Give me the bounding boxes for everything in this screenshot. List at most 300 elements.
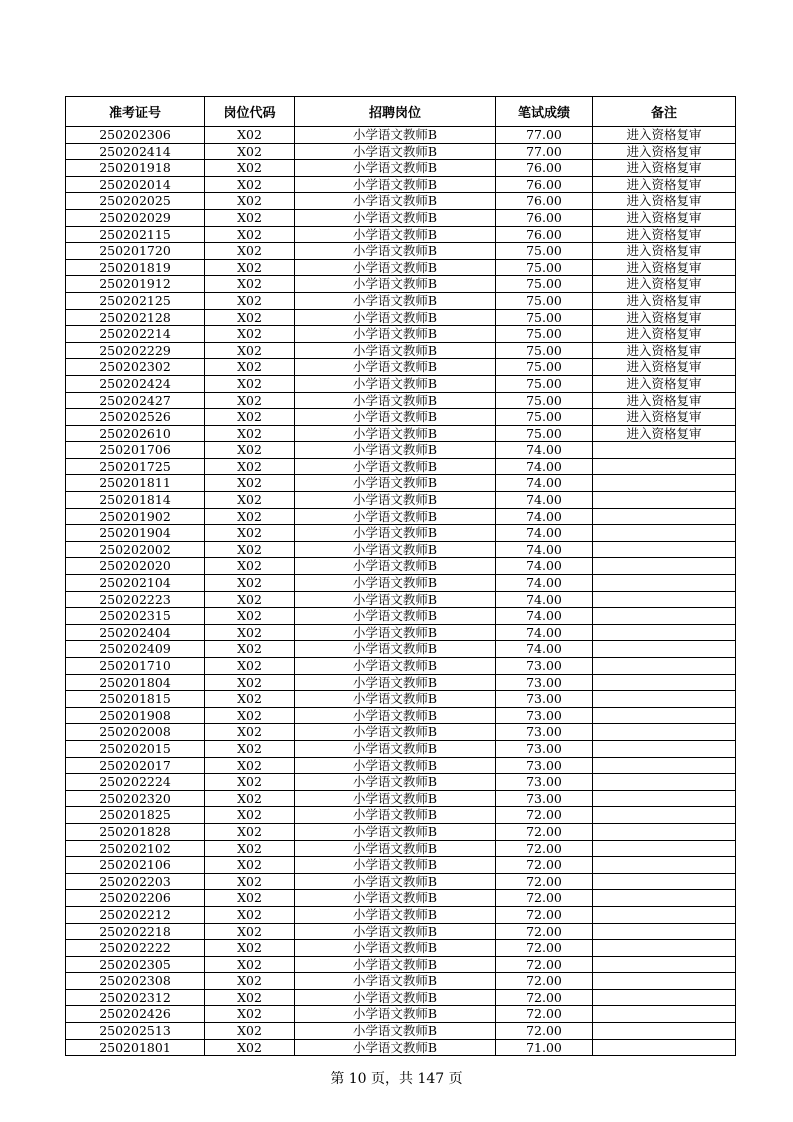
cell-position-code: X02 <box>205 541 295 558</box>
cell-written-score: 75.00 <box>496 259 593 276</box>
cell-remarks <box>593 940 736 957</box>
cell-remarks <box>593 442 736 459</box>
cell-position-code: X02 <box>205 276 295 293</box>
table-row <box>66 193 736 210</box>
cell-remarks <box>593 1006 736 1023</box>
cell-remarks <box>593 707 736 724</box>
cell-recruitment-position: 小学语文教师B <box>295 724 496 741</box>
cell-remarks <box>593 641 736 658</box>
cell-written-score: 74.00 <box>496 624 593 641</box>
cell-exam-number: 250201819 <box>66 259 205 276</box>
cell-recruitment-position: 小学语文教师B <box>295 923 496 940</box>
table-row <box>66 591 736 608</box>
cell-exam-number: 250202020 <box>66 558 205 575</box>
header-position-code: 岗位代码 <box>205 97 295 127</box>
cell-exam-number: 250202320 <box>66 790 205 807</box>
table-row <box>66 1023 736 1040</box>
cell-recruitment-position: 小学语文教师B <box>295 823 496 840</box>
table-row <box>66 956 736 973</box>
cell-recruitment-position: 小学语文教师B <box>295 226 496 243</box>
cell-exam-number: 250202008 <box>66 724 205 741</box>
table-row <box>66 425 736 442</box>
header-remarks: 备注 <box>593 97 736 127</box>
cell-recruitment-position: 小学语文教师B <box>295 127 496 144</box>
cell-remarks: 进入资格复审 <box>593 127 736 144</box>
cell-recruitment-position: 小学语文教师B <box>295 425 496 442</box>
cell-exam-number: 250202414 <box>66 143 205 160</box>
cell-written-score: 74.00 <box>496 492 593 509</box>
cell-recruitment-position: 小学语文教师B <box>295 624 496 641</box>
cell-exam-number: 250202222 <box>66 940 205 957</box>
table-row <box>66 492 736 509</box>
table-row <box>66 757 736 774</box>
table-row <box>66 906 736 923</box>
cell-exam-number: 250202106 <box>66 857 205 874</box>
cell-remarks <box>593 873 736 890</box>
cell-position-code: X02 <box>205 442 295 459</box>
cell-position-code: X02 <box>205 1023 295 1040</box>
cell-exam-number: 250201912 <box>66 276 205 293</box>
cell-recruitment-position: 小学语文教师B <box>295 475 496 492</box>
cell-position-code: X02 <box>205 658 295 675</box>
cell-written-score: 75.00 <box>496 425 593 442</box>
table-row <box>66 707 736 724</box>
cell-recruitment-position: 小学语文教师B <box>295 890 496 907</box>
cell-written-score: 76.00 <box>496 160 593 177</box>
cell-recruitment-position: 小学语文教师B <box>295 674 496 691</box>
page-footer: 第 10 页，共 147 页 <box>330 1071 463 1087</box>
cell-position-code: X02 <box>205 309 295 326</box>
cell-written-score: 72.00 <box>496 940 593 957</box>
cell-recruitment-position: 小学语文教师B <box>295 757 496 774</box>
cell-position-code: X02 <box>205 906 295 923</box>
cell-exam-number: 250201828 <box>66 823 205 840</box>
cell-remarks: 进入资格复审 <box>593 276 736 293</box>
cell-recruitment-position: 小学语文教师B <box>295 492 496 509</box>
table-row <box>66 342 736 359</box>
cell-recruitment-position: 小学语文教师B <box>295 658 496 675</box>
cell-written-score: 75.00 <box>496 326 593 343</box>
cell-remarks: 进入资格复审 <box>593 226 736 243</box>
cell-position-code: X02 <box>205 989 295 1006</box>
cell-remarks: 进入资格复审 <box>593 309 736 326</box>
table-row <box>66 641 736 658</box>
cell-exam-number: 250201811 <box>66 475 205 492</box>
cell-remarks <box>593 774 736 791</box>
cell-recruitment-position: 小学语文教师B <box>295 309 496 326</box>
cell-written-score: 74.00 <box>496 608 593 625</box>
cell-position-code: X02 <box>205 458 295 475</box>
cell-exam-number: 250202224 <box>66 774 205 791</box>
cell-position-code: X02 <box>205 292 295 309</box>
cell-position-code: X02 <box>205 243 295 260</box>
cell-exam-number: 250202218 <box>66 923 205 940</box>
cell-written-score: 75.00 <box>496 359 593 376</box>
cell-exam-number: 250202115 <box>66 226 205 243</box>
cell-recruitment-position: 小学语文教师B <box>295 160 496 177</box>
cell-position-code: X02 <box>205 143 295 160</box>
cell-position-code: X02 <box>205 1039 295 1056</box>
cell-exam-number: 250202409 <box>66 641 205 658</box>
cell-position-code: X02 <box>205 326 295 343</box>
cell-remarks <box>593 674 736 691</box>
table-row <box>66 525 736 542</box>
cell-remarks <box>593 989 736 1006</box>
cell-remarks <box>593 956 736 973</box>
table-row <box>66 375 736 392</box>
cell-position-code: X02 <box>205 807 295 824</box>
cell-position-code: X02 <box>205 707 295 724</box>
table-row <box>66 259 736 276</box>
table-row <box>66 243 736 260</box>
cell-exam-number: 250202302 <box>66 359 205 376</box>
cell-remarks <box>593 541 736 558</box>
cell-position-code: X02 <box>205 375 295 392</box>
cell-remarks <box>593 475 736 492</box>
cell-written-score: 75.00 <box>496 243 593 260</box>
cell-written-score: 74.00 <box>496 475 593 492</box>
cell-recruitment-position: 小学语文教师B <box>295 359 496 376</box>
table-row <box>66 442 736 459</box>
table-row <box>66 1039 736 1056</box>
cell-remarks <box>593 458 736 475</box>
cell-remarks <box>593 906 736 923</box>
cell-position-code: X02 <box>205 342 295 359</box>
cell-written-score: 74.00 <box>496 442 593 459</box>
cell-recruitment-position: 小学语文教师B <box>295 840 496 857</box>
cell-position-code: X02 <box>205 475 295 492</box>
table-body <box>66 127 736 1056</box>
cell-written-score: 77.00 <box>496 127 593 144</box>
cell-exam-number: 250202308 <box>66 973 205 990</box>
cell-written-score: 74.00 <box>496 508 593 525</box>
cell-remarks <box>593 1039 736 1056</box>
cell-recruitment-position: 小学语文教师B <box>295 558 496 575</box>
cell-remarks <box>593 658 736 675</box>
cell-exam-number: 250202029 <box>66 209 205 226</box>
cell-exam-number: 250202404 <box>66 624 205 641</box>
table-row <box>66 724 736 741</box>
cell-written-score: 73.00 <box>496 774 593 791</box>
cell-recruitment-position: 小学语文教师B <box>295 326 496 343</box>
cell-recruitment-position: 小学语文教师B <box>295 790 496 807</box>
cell-written-score: 73.00 <box>496 757 593 774</box>
cell-written-score: 72.00 <box>496 1006 593 1023</box>
cell-recruitment-position: 小学语文教师B <box>295 707 496 724</box>
cell-position-code: X02 <box>205 641 295 658</box>
cell-exam-number: 250202315 <box>66 608 205 625</box>
cell-position-code: X02 <box>205 209 295 226</box>
cell-remarks: 进入资格复审 <box>593 292 736 309</box>
cell-written-score: 73.00 <box>496 740 593 757</box>
table-row <box>66 458 736 475</box>
cell-remarks: 进入资格复审 <box>593 342 736 359</box>
cell-remarks <box>593 923 736 940</box>
cell-remarks <box>593 1023 736 1040</box>
table-row <box>66 691 736 708</box>
cell-written-score: 74.00 <box>496 458 593 475</box>
cell-recruitment-position: 小学语文教师B <box>295 691 496 708</box>
cell-exam-number: 250202015 <box>66 740 205 757</box>
cell-exam-number: 250202104 <box>66 575 205 592</box>
cell-recruitment-position: 小学语文教师B <box>295 193 496 210</box>
cell-exam-number: 250201815 <box>66 691 205 708</box>
cell-written-score: 76.00 <box>496 193 593 210</box>
cell-written-score: 76.00 <box>496 209 593 226</box>
cell-position-code: X02 <box>205 608 295 625</box>
cell-recruitment-position: 小学语文教师B <box>295 342 496 359</box>
table-row <box>66 143 736 160</box>
cell-exam-number: 250202014 <box>66 176 205 193</box>
cell-written-score: 74.00 <box>496 541 593 558</box>
cell-position-code: X02 <box>205 724 295 741</box>
cell-recruitment-position: 小学语文教师B <box>295 608 496 625</box>
cell-exam-number: 250202424 <box>66 375 205 392</box>
header-written-score: 笔试成绩 <box>496 97 593 127</box>
cell-position-code: X02 <box>205 923 295 940</box>
cell-position-code: X02 <box>205 492 295 509</box>
cell-written-score: 72.00 <box>496 956 593 973</box>
cell-written-score: 72.00 <box>496 857 593 874</box>
cell-exam-number: 250202025 <box>66 193 205 210</box>
cell-position-code: X02 <box>205 127 295 144</box>
table-row <box>66 176 736 193</box>
cell-recruitment-position: 小学语文教师B <box>295 940 496 957</box>
cell-remarks <box>593 840 736 857</box>
table-row <box>66 989 736 1006</box>
cell-remarks <box>593 890 736 907</box>
table-row <box>66 857 736 874</box>
table-row <box>66 608 736 625</box>
cell-exam-number: 250201710 <box>66 658 205 675</box>
cell-exam-number: 250202002 <box>66 541 205 558</box>
cell-exam-number: 250202214 <box>66 326 205 343</box>
cell-position-code: X02 <box>205 774 295 791</box>
table-row <box>66 973 736 990</box>
cell-exam-number: 250202229 <box>66 342 205 359</box>
cell-position-code: X02 <box>205 591 295 608</box>
table-row <box>66 392 736 409</box>
cell-position-code: X02 <box>205 575 295 592</box>
cell-remarks <box>593 807 736 824</box>
cell-written-score: 73.00 <box>496 658 593 675</box>
cell-exam-number: 250202203 <box>66 873 205 890</box>
table-row <box>66 558 736 575</box>
header-exam-number: 准考证号 <box>66 97 205 127</box>
cell-written-score: 73.00 <box>496 707 593 724</box>
cell-recruitment-position: 小学语文教师B <box>295 458 496 475</box>
cell-position-code: X02 <box>205 890 295 907</box>
table-row <box>66 890 736 907</box>
results-table <box>65 96 736 1056</box>
cell-recruitment-position: 小学语文教师B <box>295 774 496 791</box>
cell-remarks: 进入资格复审 <box>593 359 736 376</box>
cell-exam-number: 250202312 <box>66 989 205 1006</box>
table-row <box>66 807 736 824</box>
cell-written-score: 72.00 <box>496 906 593 923</box>
table-row <box>66 823 736 840</box>
cell-exam-number: 250201804 <box>66 674 205 691</box>
cell-written-score: 72.00 <box>496 973 593 990</box>
cell-remarks <box>593 823 736 840</box>
cell-recruitment-position: 小学语文教师B <box>295 276 496 293</box>
cell-exam-number: 250202102 <box>66 840 205 857</box>
table-row <box>66 127 736 144</box>
cell-position-code: X02 <box>205 740 295 757</box>
table-row <box>66 309 736 326</box>
cell-written-score: 75.00 <box>496 409 593 426</box>
cell-written-score: 75.00 <box>496 375 593 392</box>
table-row <box>66 740 736 757</box>
cell-position-code: X02 <box>205 956 295 973</box>
cell-remarks <box>593 757 736 774</box>
cell-recruitment-position: 小学语文教师B <box>295 807 496 824</box>
table-row <box>66 940 736 957</box>
table-row <box>66 575 736 592</box>
cell-written-score: 77.00 <box>496 143 593 160</box>
table-row <box>66 674 736 691</box>
cell-exam-number: 250201725 <box>66 458 205 475</box>
cell-written-score: 71.00 <box>496 1039 593 1056</box>
cell-remarks: 进入资格复审 <box>593 259 736 276</box>
cell-recruitment-position: 小学语文教师B <box>295 409 496 426</box>
cell-position-code: X02 <box>205 873 295 890</box>
cell-position-code: X02 <box>205 193 295 210</box>
cell-exam-number: 250202306 <box>66 127 205 144</box>
table-row <box>66 226 736 243</box>
cell-remarks <box>593 591 736 608</box>
cell-written-score: 73.00 <box>496 790 593 807</box>
cell-recruitment-position: 小学语文教师B <box>295 525 496 542</box>
cell-remarks <box>593 608 736 625</box>
cell-recruitment-position: 小学语文教师B <box>295 989 496 1006</box>
cell-written-score: 74.00 <box>496 591 593 608</box>
cell-written-score: 73.00 <box>496 724 593 741</box>
cell-exam-number: 250201814 <box>66 492 205 509</box>
cell-remarks: 进入资格复审 <box>593 160 736 177</box>
cell-exam-number: 250201720 <box>66 243 205 260</box>
cell-remarks <box>593 508 736 525</box>
cell-recruitment-position: 小学语文教师B <box>295 740 496 757</box>
table-row <box>66 840 736 857</box>
cell-position-code: X02 <box>205 840 295 857</box>
cell-exam-number: 250202017 <box>66 757 205 774</box>
cell-recruitment-position: 小学语文教师B <box>295 541 496 558</box>
cell-exam-number: 250201918 <box>66 160 205 177</box>
cell-recruitment-position: 小学语文教师B <box>295 176 496 193</box>
cell-recruitment-position: 小学语文教师B <box>295 956 496 973</box>
cell-exam-number: 250201904 <box>66 525 205 542</box>
cell-remarks <box>593 525 736 542</box>
cell-written-score: 75.00 <box>496 292 593 309</box>
cell-written-score: 72.00 <box>496 923 593 940</box>
cell-position-code: X02 <box>205 790 295 807</box>
cell-remarks: 进入资格复审 <box>593 243 736 260</box>
cell-recruitment-position: 小学语文教师B <box>295 442 496 459</box>
table-row <box>66 276 736 293</box>
cell-written-score: 76.00 <box>496 226 593 243</box>
cell-exam-number: 250202426 <box>66 1006 205 1023</box>
cell-written-score: 76.00 <box>496 176 593 193</box>
cell-position-code: X02 <box>205 425 295 442</box>
table-row <box>66 541 736 558</box>
cell-written-score: 75.00 <box>496 309 593 326</box>
cell-recruitment-position: 小学语文教师B <box>295 143 496 160</box>
cell-exam-number: 250202128 <box>66 309 205 326</box>
cell-recruitment-position: 小学语文教师B <box>295 1023 496 1040</box>
cell-position-code: X02 <box>205 940 295 957</box>
cell-position-code: X02 <box>205 674 295 691</box>
cell-recruitment-position: 小学语文教师B <box>295 857 496 874</box>
cell-position-code: X02 <box>205 359 295 376</box>
cell-written-score: 75.00 <box>496 276 593 293</box>
cell-recruitment-position: 小学语文教师B <box>295 1006 496 1023</box>
cell-recruitment-position: 小学语文教师B <box>295 209 496 226</box>
cell-written-score: 75.00 <box>496 392 593 409</box>
cell-written-score: 75.00 <box>496 342 593 359</box>
cell-position-code: X02 <box>205 973 295 990</box>
table-row <box>66 359 736 376</box>
table-row <box>66 624 736 641</box>
cell-remarks: 进入资格复审 <box>593 392 736 409</box>
cell-remarks <box>593 558 736 575</box>
cell-exam-number: 250202212 <box>66 906 205 923</box>
cell-remarks <box>593 740 736 757</box>
cell-position-code: X02 <box>205 176 295 193</box>
table-row <box>66 475 736 492</box>
cell-recruitment-position: 小学语文教师B <box>295 873 496 890</box>
table-row <box>66 923 736 940</box>
cell-recruitment-position: 小学语文教师B <box>295 575 496 592</box>
cell-recruitment-position: 小学语文教师B <box>295 591 496 608</box>
cell-position-code: X02 <box>205 1006 295 1023</box>
cell-recruitment-position: 小学语文教师B <box>295 641 496 658</box>
table-row <box>66 790 736 807</box>
cell-exam-number: 250202125 <box>66 292 205 309</box>
header-recruitment-position: 招聘岗位 <box>295 97 496 127</box>
cell-written-score: 74.00 <box>496 641 593 658</box>
cell-remarks: 进入资格复审 <box>593 409 736 426</box>
table-row <box>66 1006 736 1023</box>
table-row <box>66 658 736 675</box>
cell-written-score: 72.00 <box>496 1023 593 1040</box>
cell-remarks <box>593 492 736 509</box>
cell-position-code: X02 <box>205 857 295 874</box>
cell-written-score: 72.00 <box>496 840 593 857</box>
cell-written-score: 72.00 <box>496 989 593 1006</box>
cell-position-code: X02 <box>205 525 295 542</box>
cell-recruitment-position: 小学语文教师B <box>295 259 496 276</box>
cell-remarks: 进入资格复审 <box>593 209 736 226</box>
table-row <box>66 326 736 343</box>
cell-position-code: X02 <box>205 409 295 426</box>
table-row <box>66 409 736 426</box>
cell-recruitment-position: 小学语文教师B <box>295 508 496 525</box>
cell-position-code: X02 <box>205 259 295 276</box>
cell-position-code: X02 <box>205 226 295 243</box>
cell-remarks: 进入资格复审 <box>593 375 736 392</box>
cell-position-code: X02 <box>205 823 295 840</box>
cell-written-score: 72.00 <box>496 890 593 907</box>
cell-remarks <box>593 624 736 641</box>
cell-position-code: X02 <box>205 392 295 409</box>
cell-written-score: 74.00 <box>496 525 593 542</box>
cell-remarks <box>593 857 736 874</box>
cell-recruitment-position: 小学语文教师B <box>295 906 496 923</box>
cell-written-score: 73.00 <box>496 674 593 691</box>
table-row <box>66 292 736 309</box>
cell-exam-number: 250201825 <box>66 807 205 824</box>
